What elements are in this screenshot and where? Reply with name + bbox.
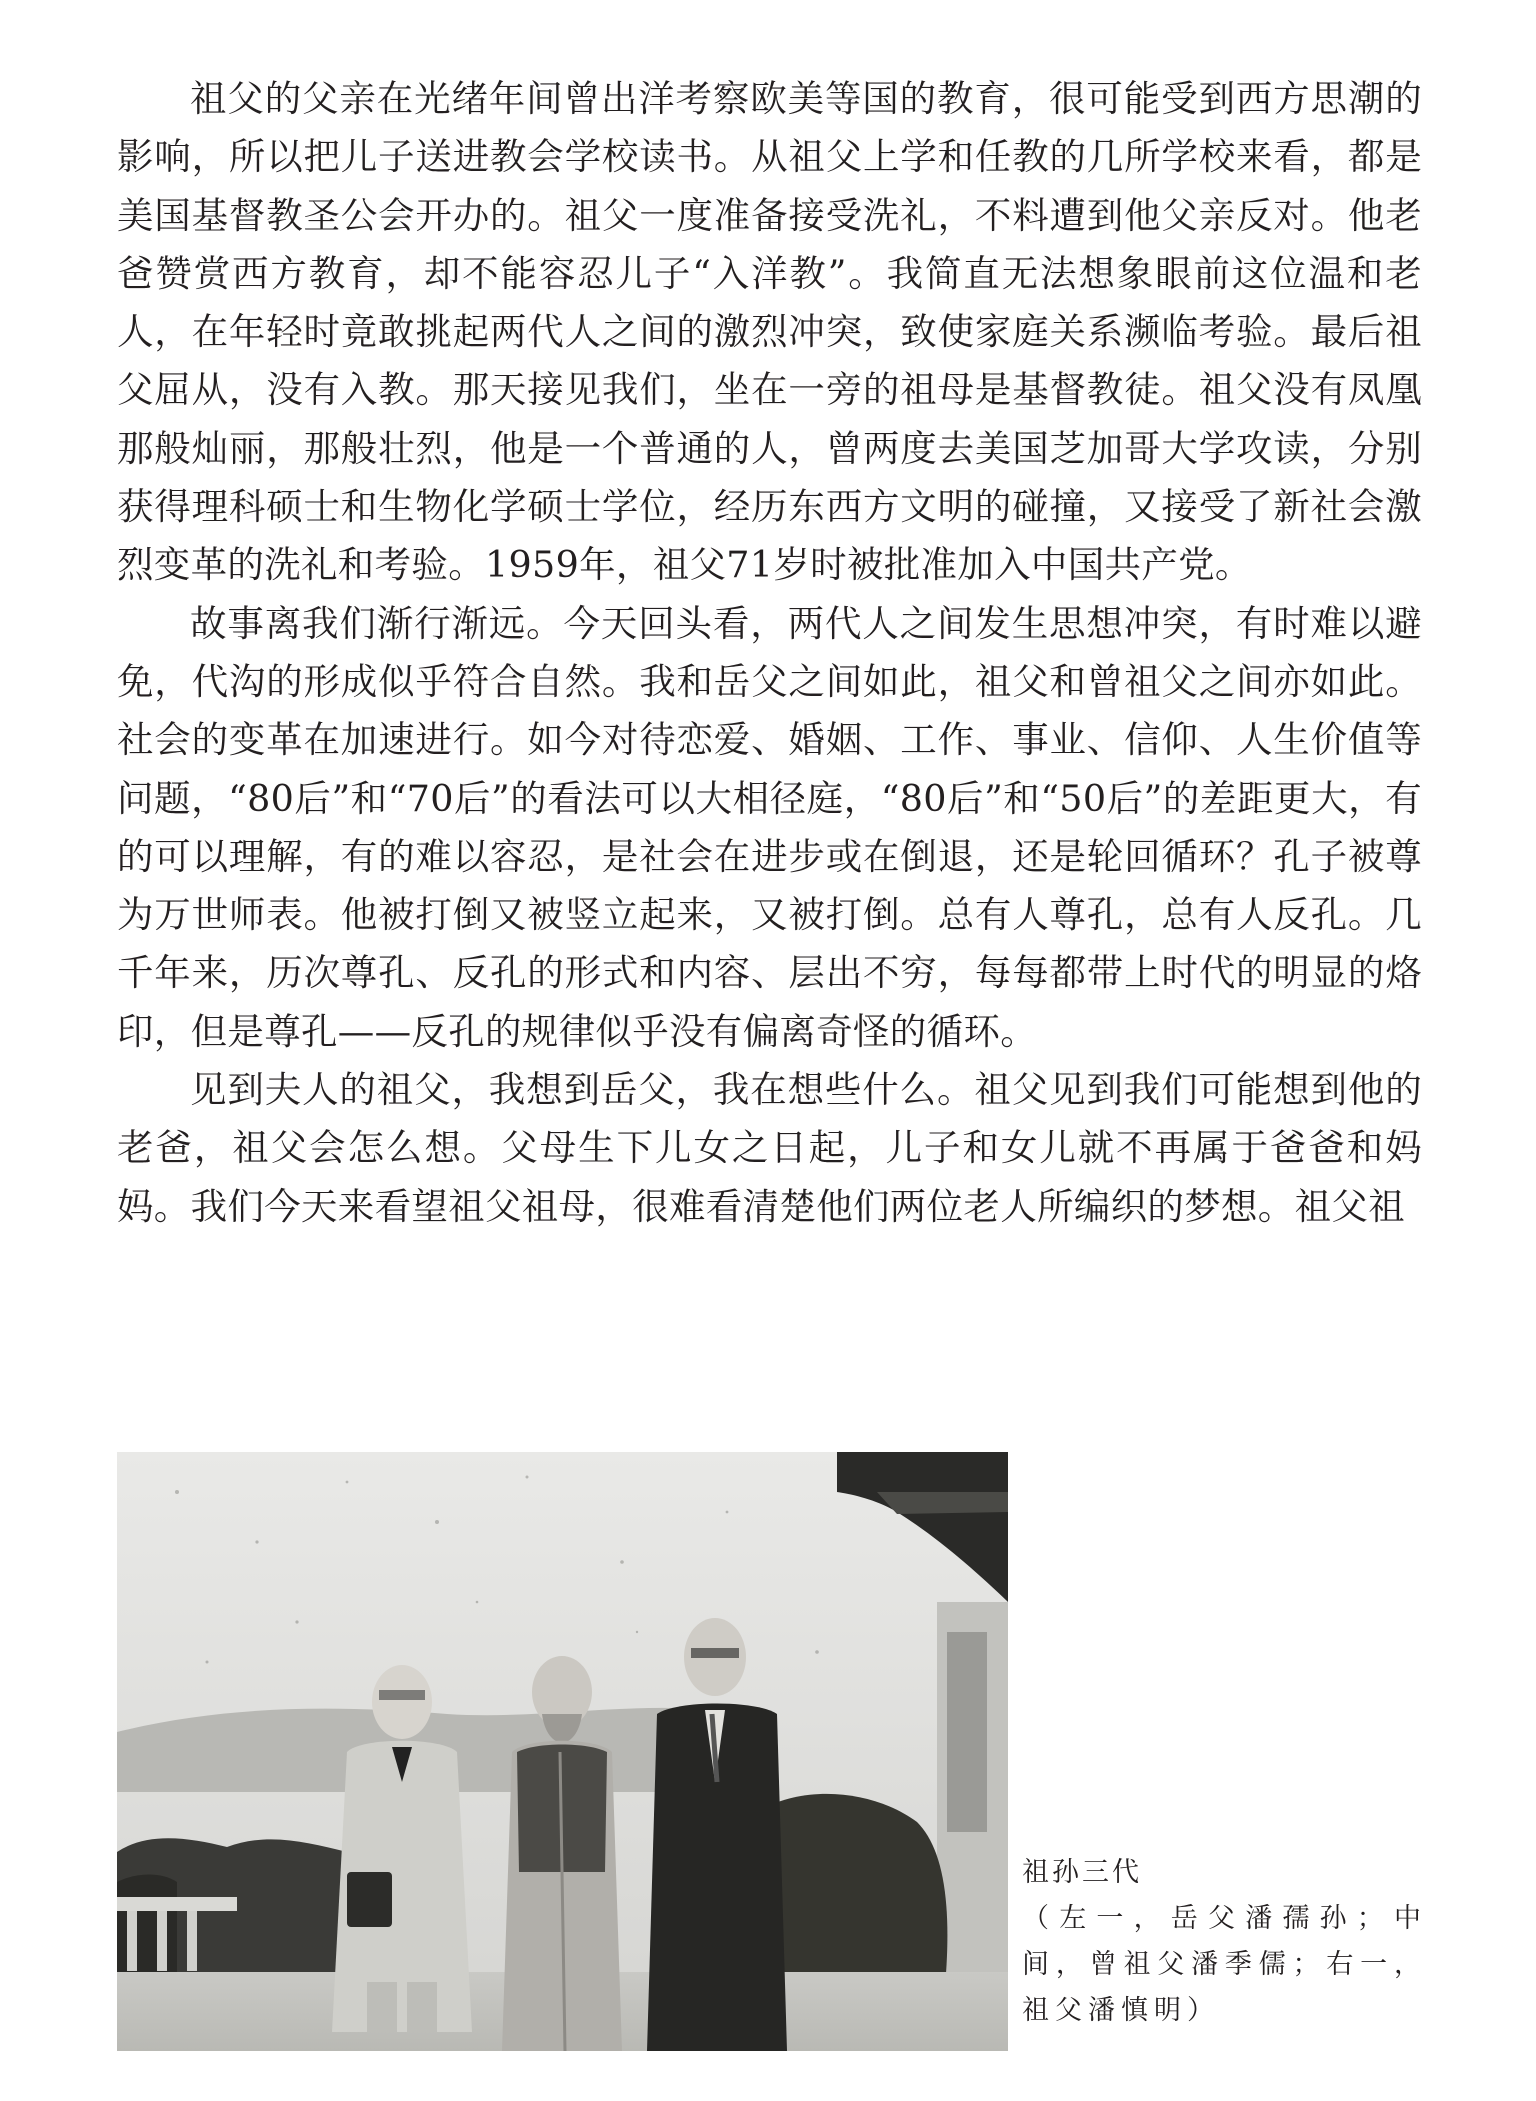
paragraph-2: 故事离我们渐行渐远。今天回头看，两代人之间发生思想冲突，有时难以避免，代沟的形成似乎符合自然。我和岳父之间如此，祖父和曾祖父之间亦如此。社会的变革在加速进行。如今对待恋爱、婚姻、工作、事业、信仰、人生价值等问题，“80后”和“70后”的看法可以大相径庭，“80后”和“50后”的差距更大，有的可以理解，有的难以容忍，是社会在进步或在倒退，还是轮回循环？孔子被尊为万世师表。他被打倒又被竖立起来，又被打倒。总有人尊孔，总有人反孔。几千年来，历次尊孔、反孔的形式和内容、层出不穷，每每都带上时代的明显的烙印，但是尊孔——反孔的规律似乎没有偏离奇怪的循环。 (117, 601, 1422, 1053)
article-body (117, 70, 1422, 1236)
photo-caption (1022, 1850, 1427, 2034)
paragraph-3: 见到夫人的祖父，我想到岳父，我在想些什么。祖父见到我们可能想到他的老爸，祖父会怎么想。父母生下儿女之日起，儿子和女儿就不再属于爸爸和妈妈。我们今天来看望祖父祖母，很难看清楚他们两位老人所编织的梦想。祖父祖 (117, 1068, 1422, 1228)
historical-photo (117, 1452, 1008, 2051)
caption-detail: （左一，岳父潘孺孙；中间，曾祖父潘季儒；右一，祖父潘慎明） (1022, 1903, 1427, 2026)
paragraph-1: 祖父的父亲在光绪年间曾出洋考察欧美等国的教育，很可能受到西方思潮的影响，所以把儿子送进教会学校读书。从祖父上学和任教的几所学校来看，都是美国基督教圣公会开办的。祖父一度准备接受洗礼，不料遭到他父亲反对。他老爸赞赏西方教育，却不能容忍儿子“入洋教”。我简直无法想象眼前这位温和老人，在年轻时竟敢挑起两代人之间的激烈冲突，致使家庭关系濒临考验。最后祖父屈从，没有入教。那天接见我们，坐在一旁的祖母是基督教徒。祖父没有凤凰那般灿丽，那般壮烈，他是一个普通的人，曾两度去美国芝加哥大学攻读，分别获得理科硕士和生物化学硕士学位，经历东西方文明的碰撞，又接受了新社会激烈变革的洗礼和考验。1959年，祖父71岁时被批准加入中国共产党。 (117, 77, 1422, 587)
caption-title: 祖孙三代 (1022, 1857, 1142, 1888)
